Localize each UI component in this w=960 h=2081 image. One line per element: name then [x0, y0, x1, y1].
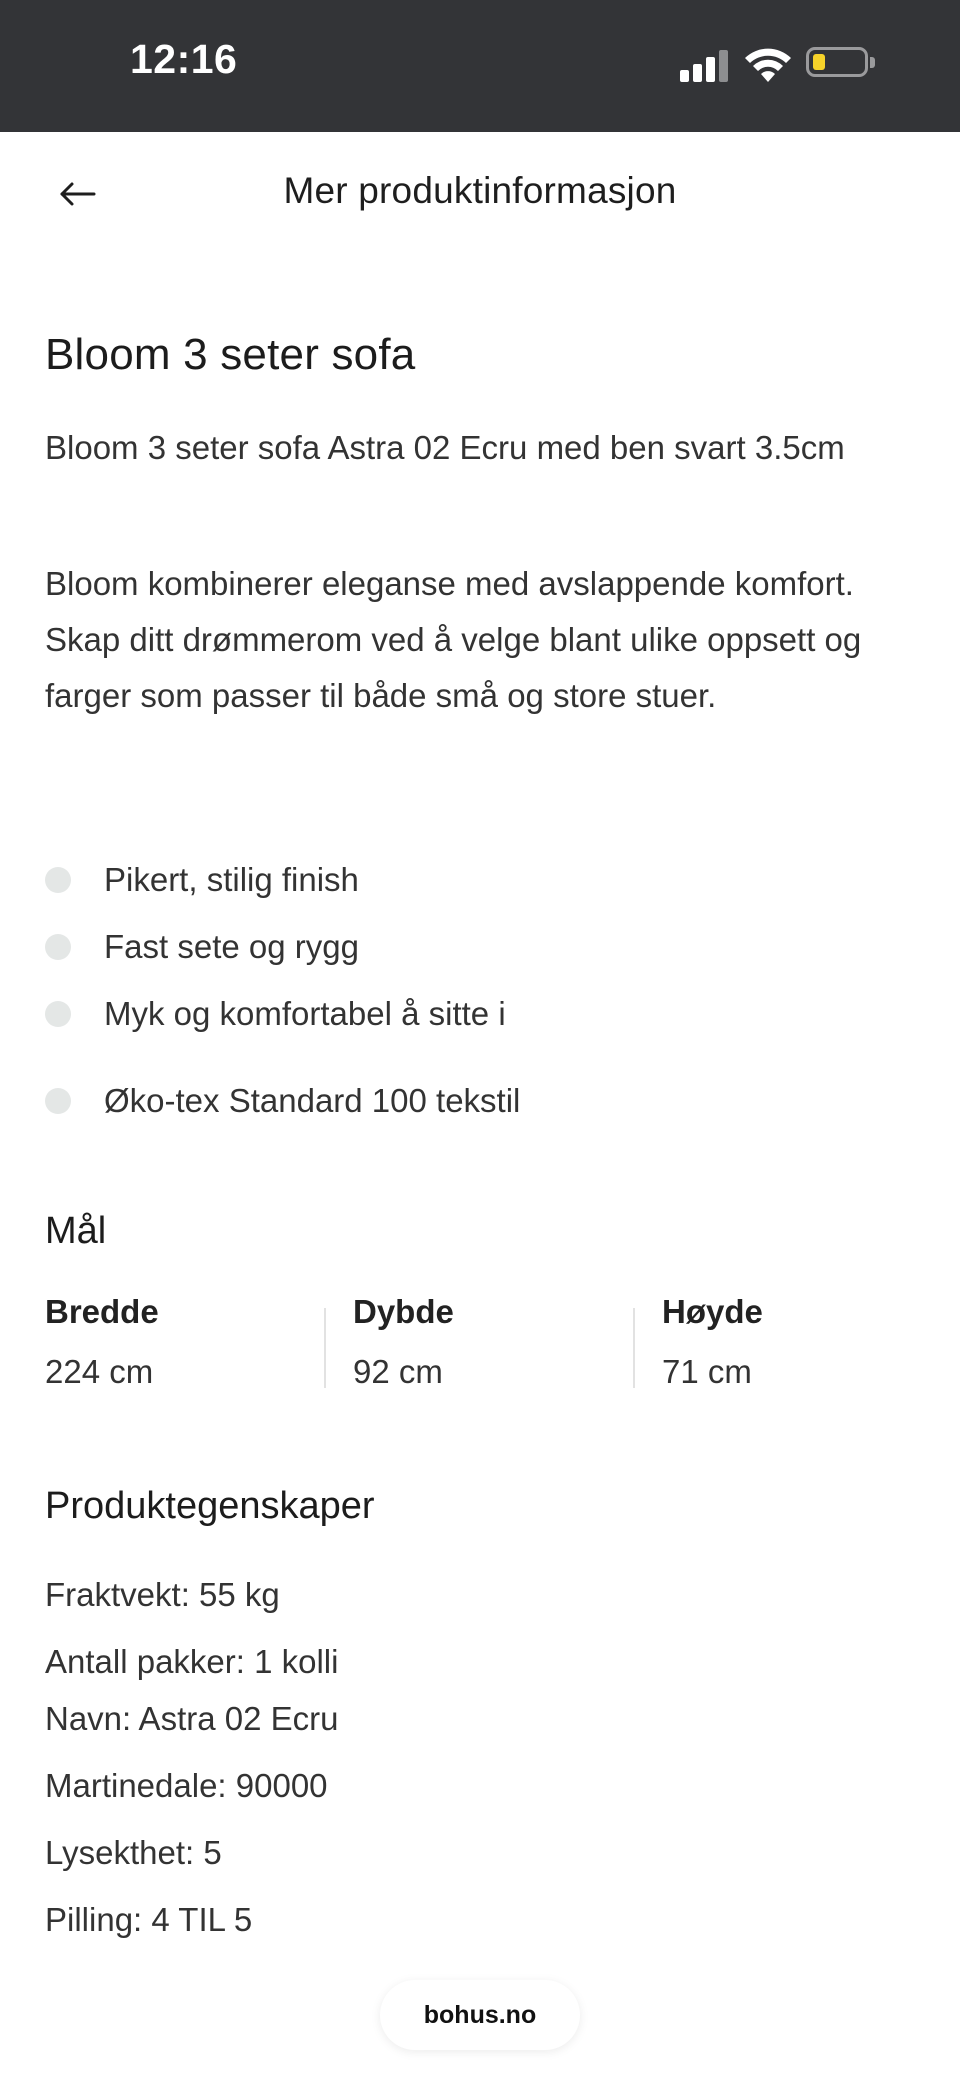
property-item: Fraktvekt: 55 kg — [45, 1576, 280, 1613]
feature-text: Fast sete og rygg — [104, 928, 359, 965]
product-title: Bloom 3 seter sofa — [45, 330, 416, 379]
product-subtitle: Bloom 3 seter sofa Astra 02 Ecru med ben svart 3.5cm — [45, 429, 845, 466]
dimensions-title: Mål — [45, 1210, 107, 1252]
bullet-icon — [45, 934, 71, 960]
status-bar — [0, 0, 960, 132]
bullet-icon — [45, 1088, 71, 1114]
page-title: Mer produktinformasjon — [283, 170, 677, 211]
dimension-width — [45, 1290, 159, 1394]
feature-item — [45, 992, 506, 1036]
dimension-label: Dybde — [353, 1293, 454, 1330]
feature-text: Pikert, stilig finish — [104, 861, 359, 898]
dimension-divider — [633, 1308, 635, 1388]
dimension-label: Høyde — [662, 1293, 763, 1330]
dimension-height — [662, 1290, 763, 1394]
property-item: Pilling: 4 TIL 5 — [45, 1901, 253, 1938]
battery-icon — [806, 47, 868, 77]
feature-item — [45, 925, 359, 969]
battery-level — [813, 54, 825, 70]
product-description: Bloom kombinerer eleganse med avslappende komfort. Skap ditt drømmerom ved å velge blant ulike oppsett og farger som passer til både små og store stuer. — [45, 565, 862, 714]
status-time: 12:16 — [130, 36, 238, 82]
property-item: Lysekthet: 5 — [45, 1834, 222, 1871]
battery-cap — [870, 57, 875, 68]
dimension-depth — [353, 1290, 454, 1394]
property-item: Martinedale: 90000 — [45, 1767, 328, 1804]
bullet-icon — [45, 1001, 71, 1027]
dimension-value: 92 cm — [353, 1353, 443, 1390]
dimension-value: 224 cm — [45, 1353, 154, 1390]
feature-item — [45, 1079, 520, 1123]
feature-text: Myk og komfortabel å sitte i — [104, 995, 506, 1032]
dimension-divider — [324, 1308, 326, 1388]
feature-item — [45, 858, 359, 902]
bullet-icon — [45, 867, 71, 893]
feature-text: Øko-tex Standard 100 tekstil — [104, 1082, 521, 1119]
wifi-icon — [742, 44, 794, 84]
dimension-label: Bredde — [45, 1293, 159, 1330]
dimension-value: 71 cm — [662, 1353, 752, 1390]
property-item: Antall pakker: 1 kolli — [45, 1643, 339, 1680]
browser-url-bar[interactable]: bohus.no — [380, 1980, 580, 2050]
property-item: Navn: Astra 02 Ecru — [45, 1700, 339, 1737]
properties-title: Produktegenskaper — [45, 1485, 375, 1527]
cellular-signal-icon — [680, 50, 730, 82]
